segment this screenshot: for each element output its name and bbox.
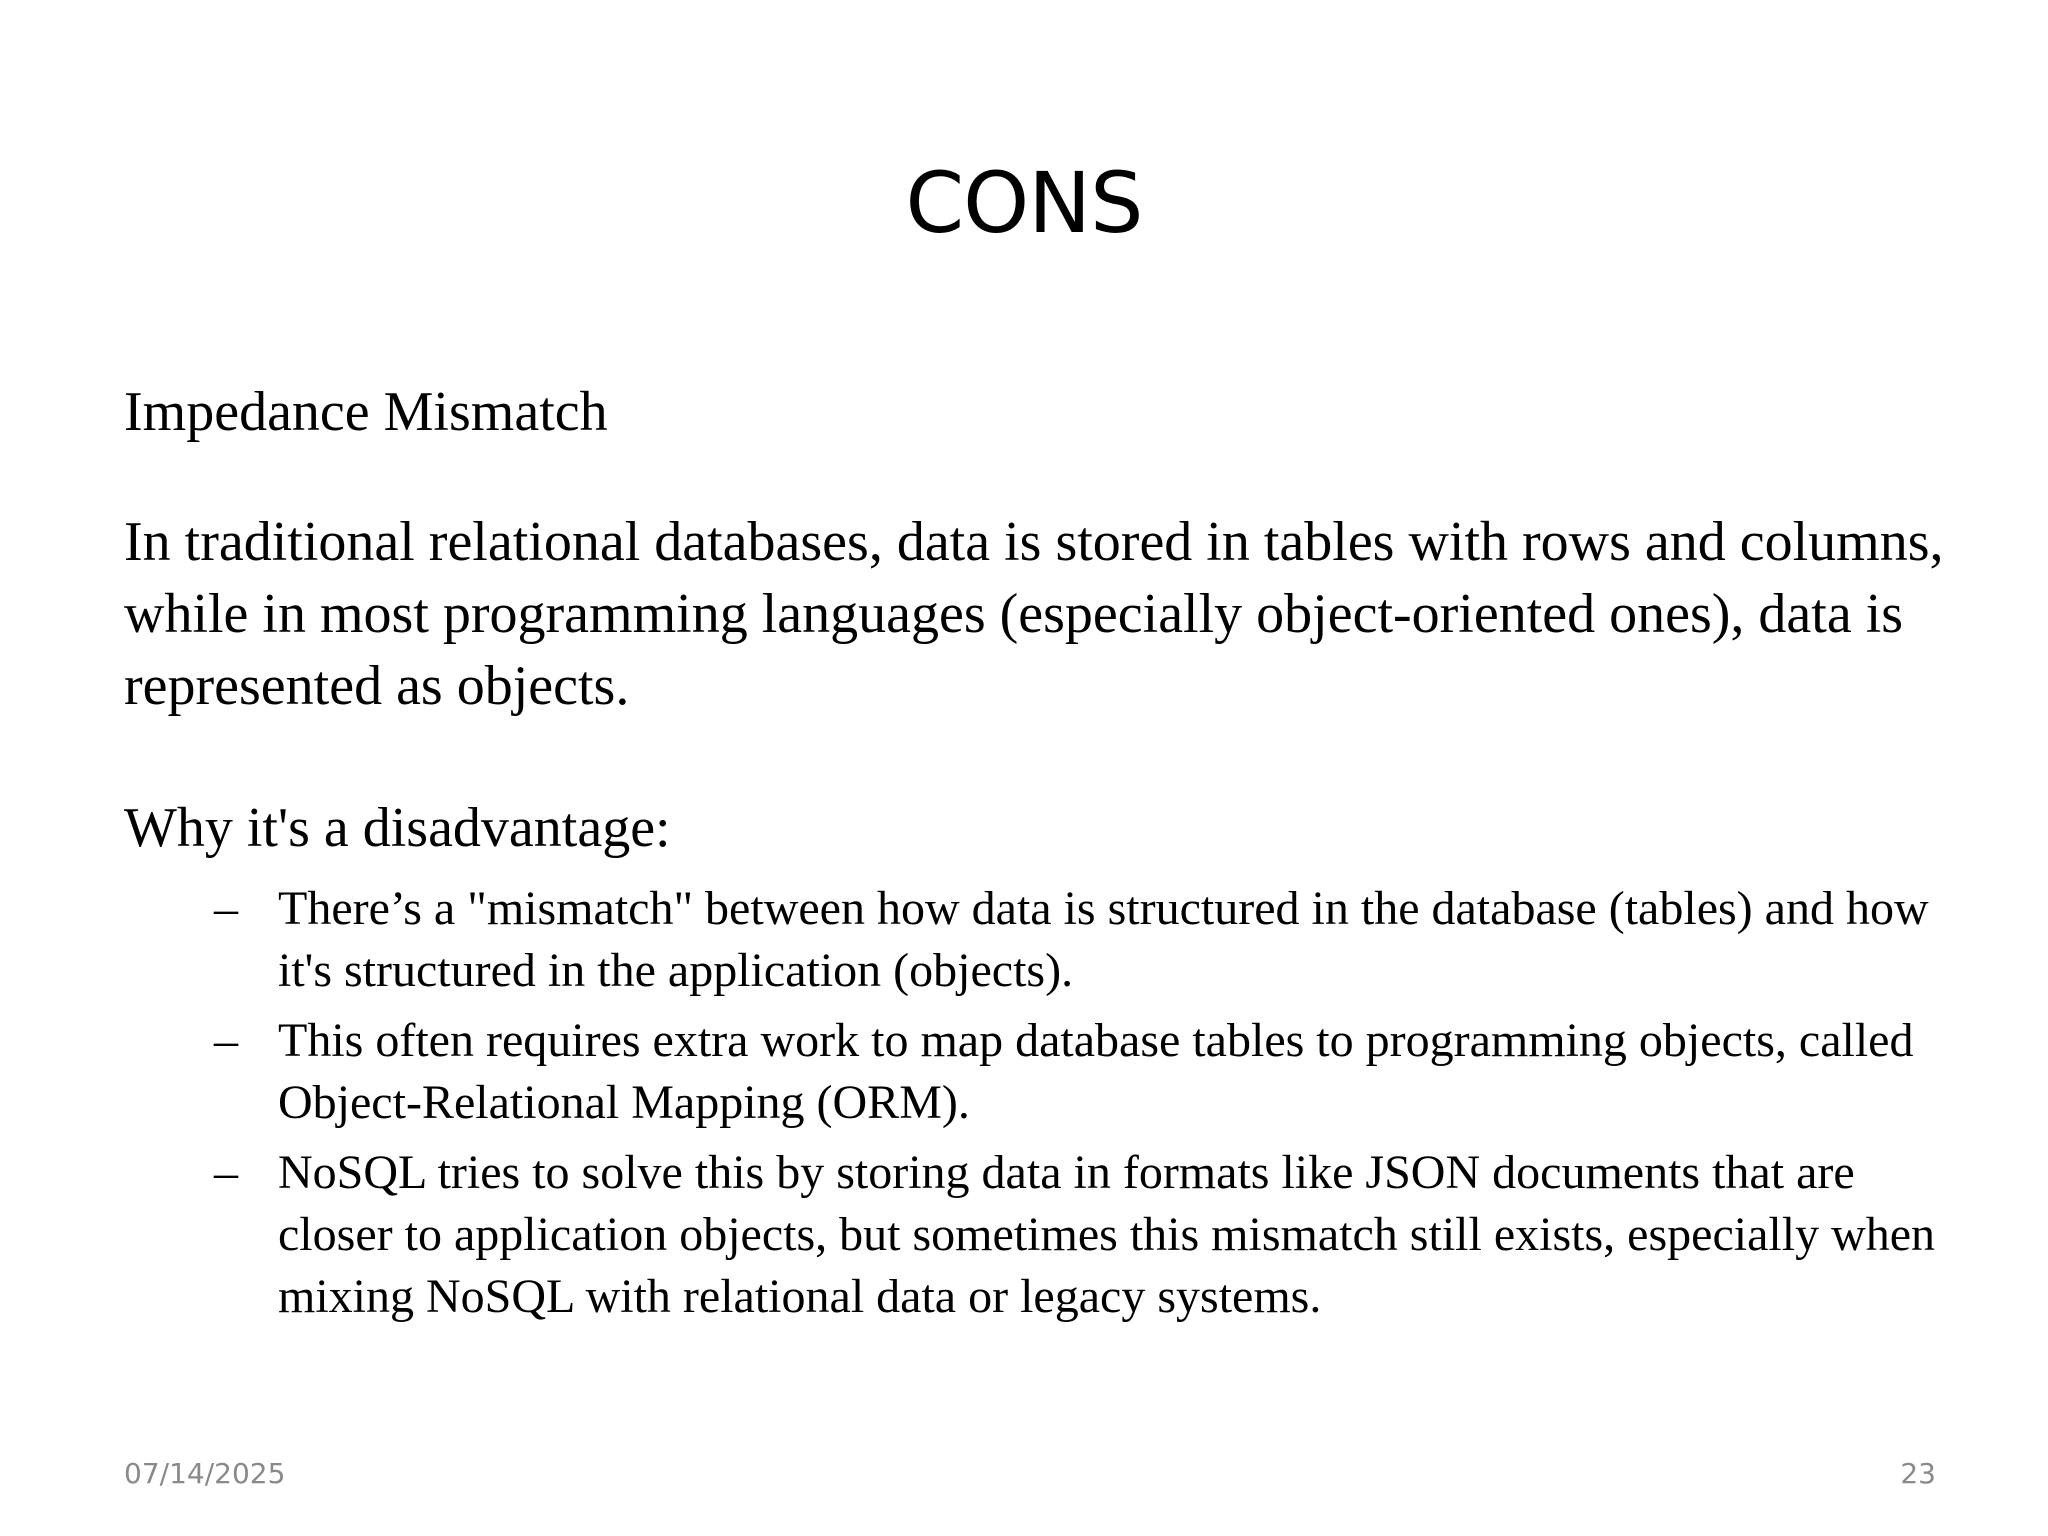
list-item xyxy=(124,1010,1964,1134)
slide-title: CONS xyxy=(905,154,1143,252)
intro-paragraph: In traditional relational databases, data is stored in tables with rows and columns, while in most programming languages (especially object-oriented ones), data is represented as objects. xyxy=(124,511,1944,717)
list-item xyxy=(124,878,1964,1002)
footer-page-number: 23 xyxy=(1900,1457,1936,1490)
slide-content xyxy=(124,376,1964,1336)
footer-date: 07/14/2025 xyxy=(124,1457,286,1490)
bullet-text: This often requires extra work to map database tables to programming objects, called Object-Relational Mapping (ORM). xyxy=(278,1014,1914,1129)
bullet-text: There’s a "mismatch" between how data is structured in the database (tables) and how it's structured in the application (objects). xyxy=(278,882,1929,997)
dash-bullet-icon: – xyxy=(214,1014,238,1067)
list-item xyxy=(124,1142,1964,1328)
why-label: Why it's a disadvantage: xyxy=(124,797,671,859)
dash-bullet-icon: – xyxy=(214,882,238,935)
dash-bullet-icon: – xyxy=(214,1146,238,1199)
section-heading: Impedance Mismatch xyxy=(124,381,608,443)
bullet-text: NoSQL tries to solve this by storing data in formats like JSON documents that are closer to application objects, but sometimes this mismatch still exists, especially when mixing NoSQL with relational data or legacy systems. xyxy=(278,1146,1936,1323)
bullet-list xyxy=(124,878,1964,1328)
